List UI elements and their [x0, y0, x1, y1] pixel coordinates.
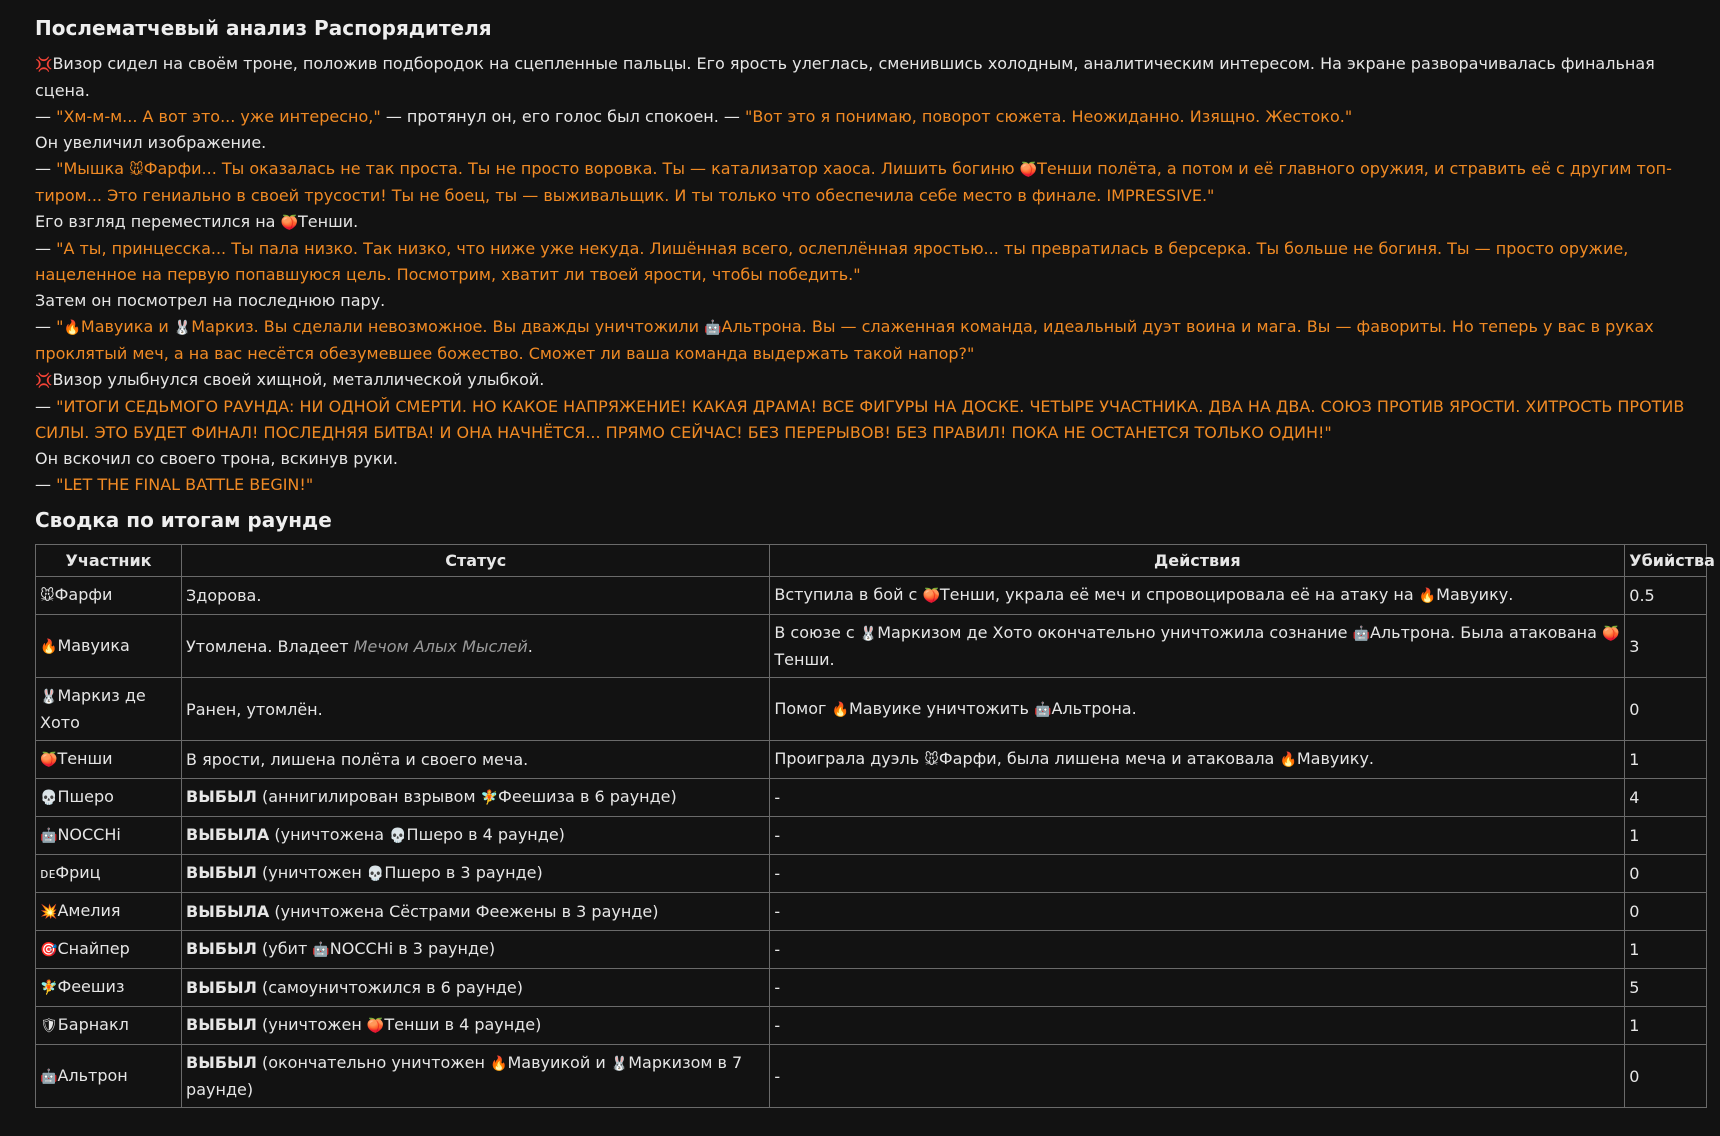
participant-name: Мавуика — [57, 635, 130, 655]
status-eliminated: ВЫБЫЛ — [186, 863, 257, 882]
header-actions: Действия — [770, 545, 1625, 577]
story-line-2 — [35, 104, 1707, 130]
table-row — [36, 855, 1707, 893]
status-text: (уничтожена — [269, 825, 390, 844]
quote — [35, 317, 1654, 363]
status-text: (уничтожен — [256, 863, 367, 882]
actions-cell: - — [770, 1007, 1625, 1045]
kills-cell: 1 — [1625, 741, 1707, 779]
participant-name: NOCCHi — [57, 825, 121, 844]
kills-cell: 1 — [1625, 817, 1707, 855]
robot-icon: 🤖 — [1352, 626, 1370, 642]
action-text: Тенши. — [774, 650, 835, 669]
participant-name: Фарфи — [54, 585, 113, 604]
quote-part: "Мышка — [56, 159, 130, 178]
actions-cell — [770, 741, 1625, 779]
status-text: (уничтожен — [256, 1015, 367, 1034]
weapon-name: Мечом Алых Мыслей — [353, 636, 528, 656]
status-cell: В ярости, лишена полёта и своего меча. — [182, 741, 770, 779]
de-flag-icon: ᴅᴇ — [40, 866, 56, 882]
participant-name: Альтрон — [57, 1065, 128, 1085]
status-eliminated: ВЫБЫЛ — [186, 939, 257, 958]
quote-part: Тенши полёта, а потом и её главного оружия, и стравить её с другим топ-тиром... Это гениально в своей трусости! Ты не боец, ты — выживальщик. И ты только что обеспечила себе место в финале. IMPRESSIVE." — [35, 159, 1672, 205]
rabbit-icon: 🐰 — [610, 1056, 629, 1072]
participant-cell — [36, 678, 182, 741]
story-line-8 — [35, 314, 1707, 367]
quote: "Хм-м-м... А вот это... уже интересно," — [56, 107, 381, 126]
participant-cell — [36, 741, 182, 779]
action-text: Мавуику. — [1296, 749, 1374, 768]
status-text: (уничтожена Сёстрами Феежены в 3 раунде) — [269, 902, 659, 921]
status-text: (окончательно уничтожен — [256, 1053, 491, 1072]
header-status: Статус — [182, 545, 770, 577]
narration: Его взгляд переместился на — [35, 212, 281, 231]
table-header-row — [36, 545, 1707, 577]
participant-cell — [36, 931, 182, 969]
quote-part: Маркиз. Вы сделали невозможное. Вы дважды уничтожили — [191, 317, 705, 336]
participant-name: Барнакл — [57, 1015, 129, 1034]
dash: — — [35, 475, 57, 494]
quote — [35, 159, 1672, 205]
dash: — — [35, 107, 57, 126]
status-cell — [182, 893, 770, 931]
actions-cell: - — [770, 817, 1625, 855]
table-row — [36, 893, 1707, 931]
action-text: Мавуику. — [1436, 585, 1514, 604]
table-row — [36, 1045, 1707, 1108]
action-text: Помог — [774, 698, 832, 718]
story-text — [35, 51, 1707, 498]
quote: "Вот это я понимаю, поворот сюжета. Неожиданно. Изящно. Жестоко." — [745, 107, 1353, 126]
quote-part: " — [56, 317, 64, 336]
robot-icon: 🤖 — [704, 320, 722, 336]
narration: Визор улыбнулся своей хищной, металлической улыбкой. — [52, 370, 545, 389]
dash: — — [35, 397, 57, 416]
status-text: NOCCHi в 3 раунде) — [329, 939, 496, 958]
peach-icon: 🍑 — [1601, 626, 1620, 642]
quote-part: Мавуика и — [80, 317, 174, 336]
quote: "А ты, принцесска... Ты пала низко. Так низко, что ниже уже некуда. Лишённая всего, ослеплённая яростью... ты превратилась в берсерка. Ты больше не богиня. Ты — просто оружие, нацеленное на первую попавшуюся цель. Посмотрим, хватит ли твоей ярости, чтобы победить." — [35, 239, 1629, 284]
participant-name: Амелия — [57, 901, 121, 920]
peach-icon: 🍑 — [922, 588, 940, 604]
participant-cell — [36, 615, 182, 678]
robot-icon: 🤖 — [1034, 701, 1052, 718]
table-row — [36, 615, 1707, 678]
status-text: Пшеро в 3 раунде) — [384, 863, 543, 882]
actions-cell: - — [770, 1045, 1625, 1108]
kills-cell: 0 — [1625, 855, 1707, 893]
table-row — [36, 969, 1707, 1007]
participant-name: Фриц — [55, 863, 101, 882]
actions-cell: - — [770, 855, 1625, 893]
participant-cell — [36, 817, 182, 855]
action-text: Альтрона. Была атакована — [1369, 623, 1602, 642]
actions-cell — [770, 678, 1625, 741]
participant-cell — [36, 577, 182, 615]
peach-icon: 🍑 — [366, 1018, 385, 1034]
participant-name: Маркиз де Хото — [40, 686, 146, 732]
participant-cell — [36, 1007, 182, 1045]
dash: — — [35, 317, 57, 336]
fairy-icon: 🧚 — [40, 980, 58, 996]
actions-cell — [770, 615, 1625, 678]
table-row — [36, 1007, 1707, 1045]
fire-icon: 🔥 — [1418, 588, 1437, 604]
mouse-icon: 🐭 — [924, 752, 939, 768]
participant-name: Пшеро — [57, 787, 114, 806]
target-icon: 🎯 — [40, 942, 58, 958]
narration: Тенши. — [298, 212, 359, 231]
dash: — — [35, 159, 57, 178]
status-text: (самоуничтожился в 6 раунде) — [256, 978, 523, 997]
status-cell — [182, 615, 770, 678]
table-row — [36, 779, 1707, 817]
robot-icon: 🤖 — [40, 828, 58, 844]
participant-name: Тенши — [57, 749, 113, 768]
status-text: Феешиза в 6 раунде) — [498, 787, 677, 806]
actions-cell: - — [770, 969, 1625, 1007]
fire-icon: 🔥 — [63, 320, 81, 336]
story-line-3: Он увеличил изображение. — [35, 133, 267, 152]
story-line-6 — [35, 236, 1707, 288]
status-text: Пшеро в 4 раунде) — [406, 825, 565, 844]
action-text: Фарфи, была лишена меча и атаковала — [938, 749, 1280, 768]
story-line-12 — [35, 472, 1707, 498]
participant-cell — [36, 855, 182, 893]
status-cell — [182, 1045, 770, 1108]
status-cell — [182, 779, 770, 817]
quote: "LET THE FINAL BATTLE BEGIN!" — [56, 475, 314, 494]
story-line-5 — [35, 209, 1707, 236]
action-text: В союзе с — [774, 623, 860, 642]
status-eliminated: ВЫБЫЛ — [186, 978, 257, 997]
kills-cell: 1 — [1625, 1007, 1707, 1045]
fairy-icon: 🧚 — [480, 790, 499, 806]
quote-part: Альтрона. Вы — слаженная команда, идеальный дуэт воина и мага. Вы — фавориты. Но теперь у вас в руках проклятый меч, а на вас несётся обезумевшее божество. Сможет ли ваша команда выдержать такой напор?" — [35, 317, 1654, 363]
peach-icon: 🍑 — [280, 215, 298, 231]
summary-title: Сводка по итогам раунде — [35, 508, 332, 532]
action-text: Маркизом де Хото окончательно уничтожила сознание — [877, 623, 1353, 642]
kills-cell: 0 — [1625, 1045, 1707, 1108]
actions-cell: - — [770, 893, 1625, 931]
story-line-1 — [35, 51, 1707, 104]
status-cell — [182, 969, 770, 1007]
participant-cell — [36, 893, 182, 931]
robot-icon: 🤖 — [312, 942, 330, 958]
visor-icon: 💢 — [35, 57, 53, 73]
story-line-9 — [35, 367, 1707, 394]
participant-name: Феешиз — [57, 977, 125, 996]
mouse-icon: 🐭 — [40, 588, 55, 604]
fire-icon: 🔥 — [40, 638, 58, 655]
status-text: (убит — [256, 939, 313, 958]
actions-cell — [770, 577, 1625, 615]
participant-cell — [36, 969, 182, 1007]
robot-icon: 🤖 — [40, 1068, 58, 1085]
kills-cell: 3 — [1625, 615, 1707, 678]
story-text-p1: Визор сидел на своём троне, положив подбородок на сцепленные пальцы. Его ярость улеглась, сменившись холодным, аналитическим интересом. На экране разворачивалась финальная сцена. — [35, 54, 1655, 100]
kills-cell: 4 — [1625, 779, 1707, 817]
kills-cell: 1 — [1625, 931, 1707, 969]
peach-icon: 🍑 — [40, 752, 58, 768]
status-text: Утомлена. Владеет — [186, 636, 354, 656]
rabbit-icon: 🐰 — [40, 689, 58, 705]
kills-cell: 0 — [1625, 893, 1707, 931]
fire-icon: 🔥 — [490, 1056, 508, 1072]
story-line-4 — [35, 156, 1707, 209]
table-row — [36, 741, 1707, 779]
story-line-11: Он вскочил со своего трона, вскинув руки. — [35, 449, 399, 468]
status-eliminated: ВЫБЫЛ — [186, 787, 257, 806]
status-eliminated: ВЫБЫЛ — [186, 1015, 257, 1034]
participant-name: Снайпер — [57, 939, 130, 958]
actions-cell: - — [770, 779, 1625, 817]
kills-cell: 0 — [1625, 678, 1707, 741]
rabbit-icon: 🐰 — [173, 320, 192, 336]
shield-icon: 🛡 — [40, 1018, 58, 1034]
status-cell — [182, 817, 770, 855]
table-row — [36, 678, 1707, 741]
status-text: Тенши в 4 раунде) — [384, 1015, 542, 1034]
fire-icon: 🔥 — [831, 701, 849, 718]
status-eliminated: ВЫБЫЛА — [186, 902, 270, 921]
actions-cell: - — [770, 931, 1625, 969]
mouse-icon: 🐭 — [129, 162, 144, 178]
story-line-7: Затем он посмотрел на последнюю пару. — [35, 291, 386, 310]
action-text: Вступила в бой с — [774, 585, 923, 604]
participant-cell — [36, 779, 182, 817]
table-row — [36, 817, 1707, 855]
action-text: Альтрона. — [1051, 698, 1137, 718]
explosion-icon: 💥 — [40, 904, 58, 920]
kills-cell: 0.5 — [1625, 577, 1707, 615]
visor-icon: 💢 — [35, 373, 53, 389]
status-cell: Ранен, утомлён. — [182, 678, 770, 741]
action-text: Проиграла дуэль — [774, 749, 925, 768]
status-cell — [182, 931, 770, 969]
action-text: Мавуике уничтожить — [848, 698, 1035, 718]
status-text: . — [527, 636, 533, 656]
fire-icon: 🔥 — [1279, 752, 1297, 768]
rabbit-icon: 🐰 — [859, 626, 878, 642]
skull-icon: 💀 — [40, 790, 58, 806]
action-text: Тенши, украла её меч и спровоцировала её на атаку на — [939, 585, 1419, 604]
status-cell: Здорова. — [182, 577, 770, 615]
status-eliminated: ВЫБЫЛ — [186, 1053, 257, 1072]
analysis-title: Послематчевый анализ Распорядителя — [35, 16, 492, 40]
quote-part: Фарфи... Ты оказалась не так проста. Ты не просто воровка. Ты — катализатор хаоса. Лишить богиню — [143, 159, 1020, 178]
participant-cell — [36, 1045, 182, 1108]
status-text: (аннигилирован взрывом — [256, 787, 481, 806]
status-text: Мавуикой и — [507, 1053, 611, 1072]
quote: "ИТОГИ СЕДЬМОГО РАУНДА: НИ ОДНОЙ СМЕРТИ. НО КАКОЕ НАПРЯЖЕНИЕ! КАКАЯ ДРАМА! ВСЕ ФИГУРЫ НА ДОСКЕ. ЧЕТЫРЕ УЧАСТНИКА. ДВА НА ДВА. СОЮЗ ПРОТИВ ЯРОСТИ. ХИТРОСТЬ ПРОТИВ СИЛЫ. ЭТО БУДЕТ ФИНАЛ! ПОСЛЕДНЯЯ БИТВА! И ОНА НАЧНЁТСЯ... ПРЯМО СЕЙЧАС! БЕЗ ПЕРЕРЫВОВ! БЕЗ ПРАВИЛ! ПОКА НЕ ОСТАНЕТСЯ ТОЛЬКО ОДИН!" — [35, 397, 1685, 442]
table-row — [36, 931, 1707, 969]
header-participant: Участник — [36, 545, 182, 577]
story-line-10 — [35, 394, 1707, 446]
peach-icon: 🍑 — [1019, 162, 1038, 178]
skull-icon: 💀 — [366, 866, 385, 882]
header-kills: Убийства — [1625, 545, 1707, 577]
dash: — — [35, 239, 57, 258]
status-text: Маркизом в 7 раунде) — [186, 1053, 743, 1099]
summary-table — [35, 544, 1715, 1108]
status-cell — [182, 1007, 770, 1045]
skull-icon: 💀 — [389, 828, 407, 844]
narration: — протянул он, его голос был спокоен. — — [380, 107, 746, 126]
status-cell — [182, 855, 770, 893]
page — [35, 14, 1715, 1108]
status-eliminated: ВЫБЫЛА — [186, 825, 270, 844]
table-row — [36, 577, 1707, 615]
kills-cell: 5 — [1625, 969, 1707, 1007]
